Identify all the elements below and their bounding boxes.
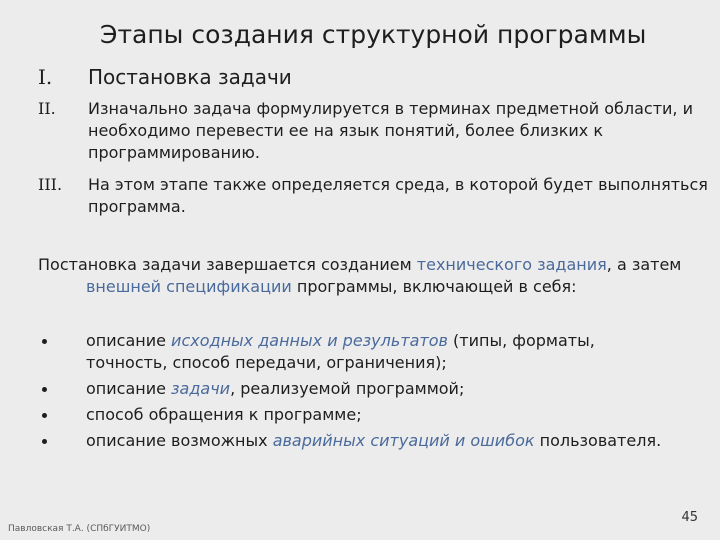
list-marker: III. [38,175,63,194]
bullet-icon [42,439,47,444]
bullet-item [38,330,678,374]
intro-paragraph [38,254,720,298]
intro-text: Постановка задачи завершается созданием [38,255,417,274]
highlight-term: аварийных ситуаций и ошибок [272,431,535,450]
bullet-item [38,378,678,400]
list-item [38,64,718,90]
page-number: 45 [681,510,698,525]
bullet-item [38,430,678,452]
bullet-text: , реализуемой программой; [230,379,465,398]
bullet-text: описание [86,379,172,398]
list-item-text: Изначально задача формулируется в терминах предметной области, и необходимо перевести ее на язык понятий, более близких к программированию. [88,99,693,162]
highlight-term: задачи [171,379,231,398]
footer-author: Павловская Т.А. (СПбГУИТМО) [8,524,151,534]
list-item-text: Постановка задачи [88,65,292,89]
highlight-term: технического задания [416,255,607,274]
bullet-list [38,330,678,456]
intro-text: , а затем [606,255,682,274]
list-marker: I. [38,65,53,89]
list-item-text: На этом этапе также определяется среда, в которой будет выполняться программа. [88,175,708,216]
bullet-icon [42,339,47,344]
intro-text: программы, включающей в себя: [291,277,577,296]
bullet-icon [42,413,47,418]
bullet-item [38,404,678,426]
list-marker: II. [38,99,56,118]
list-item [38,174,718,218]
list-item [38,98,718,164]
highlight-term: внешней спецификации [86,277,292,296]
bullet-text: (типы, форматы, точность, способ передачи, ограничения); [86,331,595,372]
bullet-text: пользователя. [534,431,662,450]
bullet-text: способ обращения к программе; [86,405,362,424]
bullet-icon [42,387,47,392]
highlight-term: исходных данных и результатов [171,331,448,350]
slide-title: Этапы создания структурной программы [100,20,647,49]
bullet-text: описание [86,331,172,350]
bullet-text: описание возможных [86,431,273,450]
